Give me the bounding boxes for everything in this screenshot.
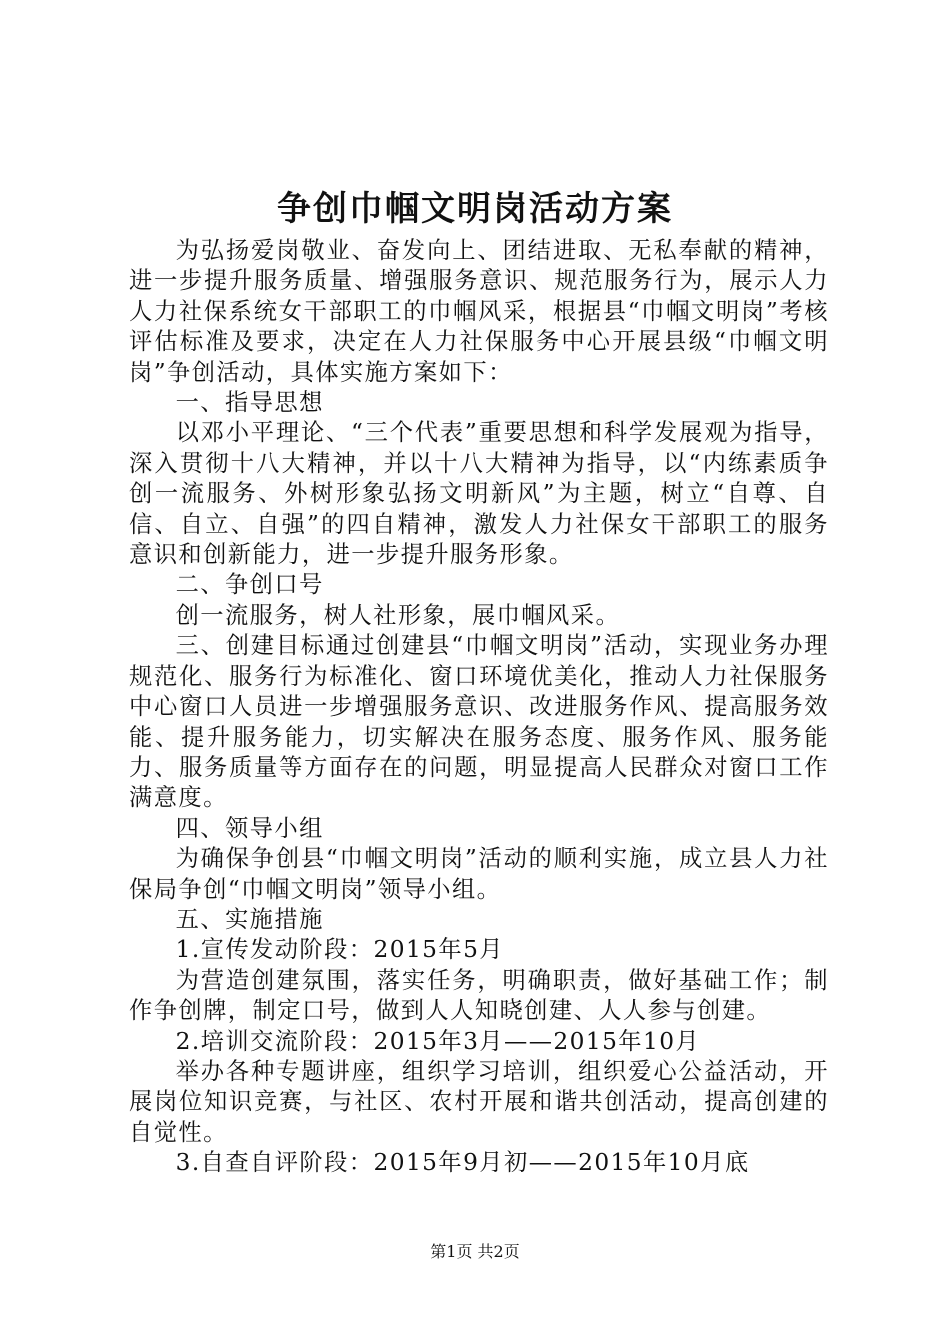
document-title: 争创巾帼文明岗活动方案 (277, 189, 673, 229)
stage-1-paragraph: 为营造创建氛围，落实任务，明确职责，做好基础工作；制作争创牌，制定口号，做到人人知晓创建、人人参与创建。 (129, 966, 829, 1025)
goals-paragraph: 三、创建目标通过创建县“巾帼文明岗”活动，实现业务办理规范化、服务行为标准化、窗口环境优美化，推动人力社保服务中心窗口人员进一步增强服务意识、改进服务作风、提高服务效能、提升服务能力，切实解决在服务态度、服务作风、服务能力、服务质量等方面存在的问题，明显提高人民群众对窗口工作满意度。 (129, 632, 829, 812)
stage-2-heading: 2.培训交流阶段：2015年3月——2015年10月 (175, 1027, 701, 1055)
leadership-paragraph: 为确保争创县“巾帼文明岗”活动的顺利实施，成立县人力社保局争创“巾帼文明岗”领导小组。 (129, 845, 829, 903)
slogan-paragraph: 创一流服务，树人社形象，展巾帼风采。 (175, 601, 621, 629)
guiding-thought-paragraph: 以邓小平理论、“三个代表”重要思想和科学发展观为指导，深入贯彻十八大精神，并以十八大精神为指导，以“内练素质争创一流服务、外树形象弘扬文明新风”为主题，树立“自尊、自信、自立、自强”的四自精神，激发人力社保女干部职工的服务意识和创新能力，进一步提升服务形象。 (129, 419, 829, 569)
stage-2-paragraph: 举办各种专题讲座，组织学习培训，组织爱心公益活动，开展岗位知识竞赛，与社区、农村开展和谐共创活动，提高创建的自觉性。 (129, 1057, 829, 1146)
document-body (129, 236, 829, 1179)
stage-3-heading: 3.自查自评阶段：2015年9月初——2015年10月底 (175, 1149, 750, 1177)
section-heading-guiding-thought: 一、指导思想 (175, 389, 324, 417)
section-heading-leadership: 四、领导小组 (175, 814, 324, 842)
section-heading-measures: 五、实施措施 (175, 905, 324, 933)
intro-paragraph: 为弘扬爱岗敬业、奋发向上、团结进取、无私奉献的精神，进一步提升服务质量、增强服务意识、规范服务行为，展示人力人力社保系统女干部职工的巾帼风采，根据县“巾帼文明岗”考核评估标准及要求，决定在人力社保服务中心开展县级“巾帼文明岗”争创活动，具体实施方案如下： (129, 237, 829, 386)
stage-1-heading: 1.宣传发动阶段：2015年5月 (175, 936, 505, 964)
page-number-footer: 第1页 共2页 (430, 1242, 520, 1261)
section-heading-slogan: 二、争创口号 (175, 571, 324, 599)
